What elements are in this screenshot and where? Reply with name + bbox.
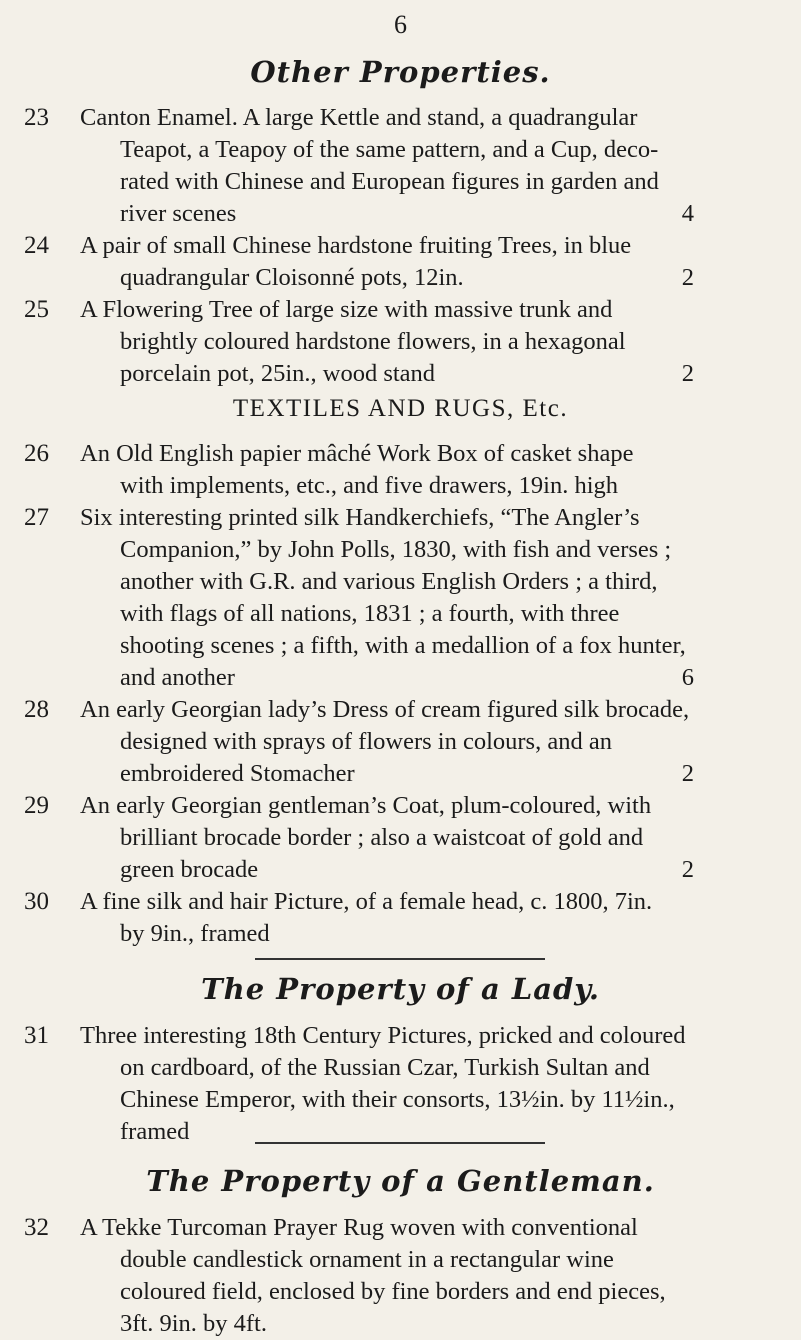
divider (255, 958, 545, 960)
lot-description (80, 438, 694, 502)
lot-line: An Old English papier mâché Work Box of casket shape (80, 440, 634, 467)
heading-gentleman: The Property of a Gentleman. (146, 1164, 655, 1198)
lot-line: Six interesting printed silk Handkerchiefs, “The Angler’s (80, 504, 640, 531)
lot-line: another with G.R. and various English Orders ; a third, (120, 568, 658, 595)
lot-line: double candlestick ornament in a rectangular wine (120, 1246, 614, 1273)
lot-line: Three interesting 18th Century Pictures, pricked and coloured (80, 1022, 686, 1049)
lot-line: rated with Chinese and European figures in garden and (120, 168, 659, 195)
lot-number: 24 (24, 232, 49, 259)
lot-line: green brocade 2 (80, 854, 694, 886)
heading-other-properties: Other Properties. (250, 55, 551, 89)
lot-line: Canton Enamel. A large Kettle and stand, a quadrangular (80, 104, 638, 131)
lot-description (80, 1020, 694, 1148)
lot-description (80, 294, 694, 390)
lot-line: quadrangular Cloisonné pots, 12in. 2 (80, 262, 694, 294)
lot-number: 31 (24, 1022, 49, 1049)
lot-line: 3ft. 9in. by 4ft. (120, 1310, 267, 1337)
lot-line: framed (120, 1118, 190, 1145)
lot-description (80, 1212, 694, 1340)
lot-line: brightly coloured hardstone flowers, in a hexagonal (120, 328, 626, 355)
page-number: 6 (394, 10, 407, 39)
lot-line: A Flowering Tree of large size with massive trunk and (80, 296, 613, 323)
lot-description (80, 502, 694, 694)
lot-line: Chinese Emperor, with their consorts, 13½in. by 11½in., (120, 1086, 675, 1113)
lot-line: An early Georgian lady’s Dress of cream figured silk brocade, (80, 696, 690, 723)
lot-line: Teapot, a Teapoy of the same pattern, and a Cup, deco- (120, 136, 659, 163)
divider (255, 1142, 545, 1144)
lot-line: shooting scenes ; a fifth, with a medallion of a fox hunter, (120, 632, 686, 659)
lot-line: river scenes 4 (80, 198, 694, 230)
heading-lady: The Property of a Lady. (201, 972, 600, 1006)
lot-line: brilliant brocade border ; also a waistcoat of gold and (120, 824, 644, 851)
lot-number: 27 (24, 504, 49, 531)
lot-line: A pair of small Chinese hardstone fruiting Trees, in blue (80, 232, 632, 259)
lot-number: 28 (24, 696, 49, 723)
lot-quantity: 2 (681, 856, 694, 883)
lot-number: 30 (24, 888, 49, 915)
lot-quantity: 2 (681, 360, 694, 387)
lot-description (80, 230, 694, 294)
lot-line: with implements, etc., and five drawers, 19in. high (120, 472, 619, 499)
lot-line: coloured field, enclosed by fine borders and end pieces, (120, 1278, 666, 1305)
lot-quantity: 6 (681, 664, 694, 691)
lot-line: on cardboard, of the Russian Czar, Turkish Sultan and (120, 1054, 650, 1081)
lot-number: 29 (24, 792, 49, 819)
lot-line: Companion,” by John Polls, 1830, with fish and verses ; (120, 536, 672, 563)
lot-line: with flags of all nations, 1831 ; a fourth, with three (120, 600, 620, 627)
lot-line: by 9in., framed (120, 920, 270, 947)
lot-number: 23 (24, 104, 49, 131)
lot-number: 26 (24, 440, 49, 467)
lot-number: 25 (24, 296, 49, 323)
lot-number: 32 (24, 1214, 49, 1241)
lot-line: A Tekke Turcoman Prayer Rug woven with conventional (80, 1214, 638, 1241)
lot-line: A fine silk and hair Picture, of a female head, c. 1800, 7in. (80, 888, 653, 915)
lot-description (80, 694, 694, 790)
lot-line: and another 6 (80, 662, 694, 694)
lot-line: embroidered Stomacher 2 (80, 758, 694, 790)
lot-line: porcelain pot, 25in., wood stand 2 (80, 358, 694, 390)
lot-line: An early Georgian gentleman’s Coat, plum-coloured, with (80, 792, 652, 819)
lot-description (80, 102, 694, 230)
lot-description (80, 886, 694, 950)
lot-quantity: 2 (681, 264, 694, 291)
lot-line: designed with sprays of flowers in colours, and an (120, 728, 612, 755)
lot-quantity: 4 (681, 200, 694, 227)
lot-quantity: 2 (681, 760, 694, 787)
heading-textiles: TEXTILES AND RUGS, Etc. (232, 395, 569, 422)
lot-description (80, 790, 694, 886)
